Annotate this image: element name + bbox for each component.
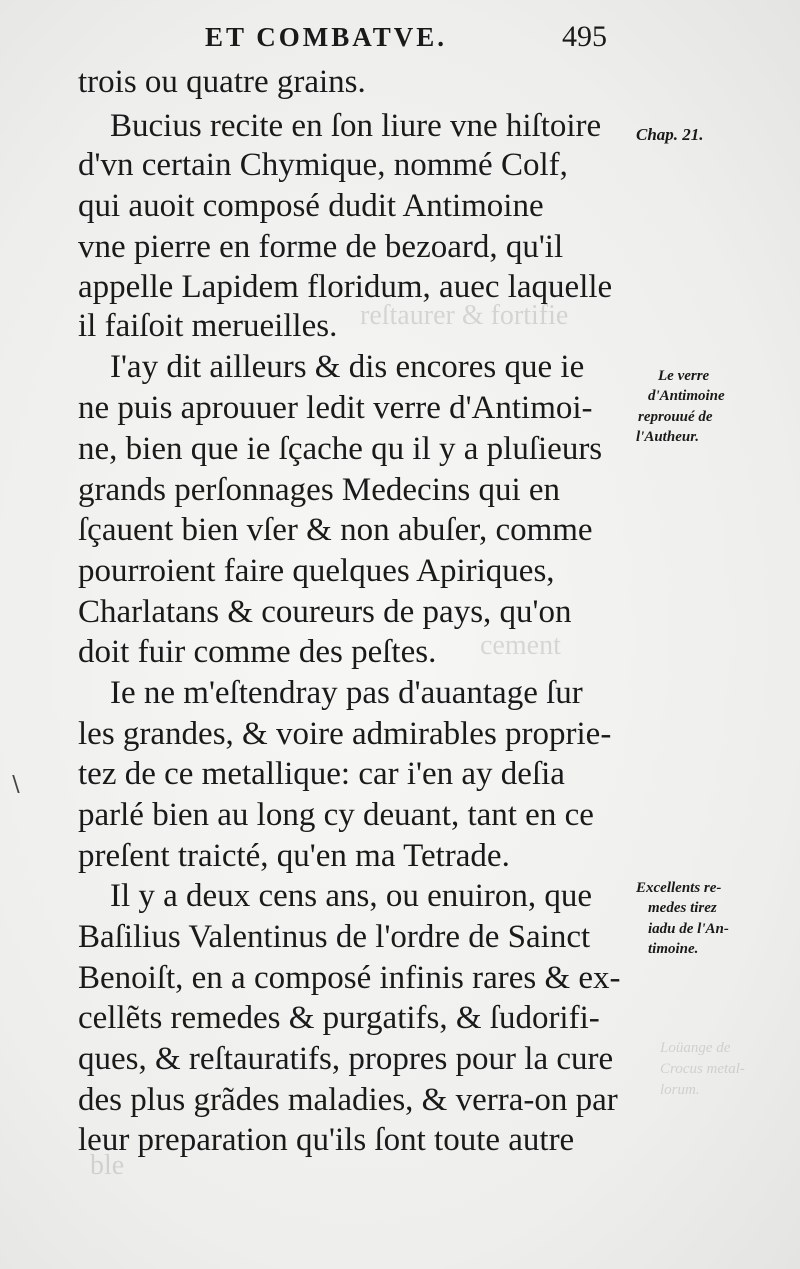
margin-note-line: iadu de l'An- <box>648 920 729 937</box>
text-line: tez de ce metallique: car i'en ay deſia <box>78 756 565 792</box>
text-line: qui auoit composé dudit Antimoine <box>78 188 544 224</box>
text-line: Baſilius Valentinus de l'ordre de Sainct <box>78 919 591 955</box>
show-through-line: reſtaurer & fortifie <box>360 300 569 331</box>
text-line: appelle Lapidem floridum, auec laquelle <box>78 269 613 305</box>
text-line: il faiſoit merueilles. <box>78 308 338 344</box>
margin-note-line: medes tirez <box>648 900 717 917</box>
text-line: Charlatans & coureurs de pays, qu'on <box>78 594 572 630</box>
margin-note-line: l'Autheur. <box>636 428 699 445</box>
text-line: d'vn certain Chymique, nommé Colf, <box>78 147 568 183</box>
margin-note-chapter <box>636 124 704 147</box>
text-line: vne pierre en forme de bezoard, qu'il <box>78 229 564 265</box>
text-line: pourroient faire quelques Apiriques, <box>78 553 555 589</box>
margin-note-line: d'Antimoine <box>648 388 725 405</box>
text-line: ſçauent bien vſer & non abuſer, comme <box>78 512 593 548</box>
margin-note-line: Le verre <box>658 368 710 384</box>
margin-dash-mark: ∖ <box>8 772 23 797</box>
show-through-line: ble <box>90 1150 125 1181</box>
text-line: grands perſonnages Medecins qui en <box>78 472 561 508</box>
text-line: ne puis aprouuer ledit verre d'Antimoi- <box>78 390 593 426</box>
margin-note-remedes <box>636 878 729 959</box>
text-line: les grandes, & voire admirables proprie- <box>78 716 612 752</box>
text-line: I'ay dit ailleurs & dis encores que ie <box>110 349 585 385</box>
running-title: ET COMBATVE. <box>205 22 448 52</box>
text-line: doit fuir comme des peſtes. <box>78 634 437 670</box>
margin-note-line: Chap. 21. <box>636 125 704 144</box>
text-line: Il y a deux cens ans, ou enuiron, que <box>110 878 593 914</box>
text-line: ne, bien que ie ſçache qu il y a pluſieurs <box>78 431 603 467</box>
margin-note-line: Excellents re- <box>636 880 722 896</box>
show-through-line: cement <box>480 630 561 661</box>
text-line: Benoiſt, en a composé infinis rares & ex- <box>78 960 621 996</box>
text-line: des plus grãdes maladies, & verra-on par <box>78 1082 618 1118</box>
text-line: ques, & reſtauratifs, propres pour la cure <box>78 1041 614 1077</box>
text-line: preſent traicté, qu'en ma Tetrade. <box>78 838 510 874</box>
margin-note-line: timoine. <box>648 940 699 957</box>
margin-note-line: reprouué de <box>638 408 713 425</box>
text-line: cellẽts remedes & purgatifs, & ſudorifi- <box>78 1000 600 1036</box>
show-through-margin: Loüange de Crocus metal- lorum. <box>660 1040 745 1098</box>
text-line: trois ou quatre grains. <box>78 64 366 100</box>
margin-note-verre <box>636 366 725 447</box>
text-line: parlé bien au long cy deuant, tant en ce <box>78 797 594 833</box>
page-number: 495 <box>562 20 607 53</box>
text-line: leur preparation qu'ils ſont toute autre <box>78 1122 575 1158</box>
text-line: Bucius recite en ſon liure vne hiſtoire <box>110 108 602 144</box>
text-line: Ie ne m'eſtendray pas d'auantage ſur <box>110 675 583 711</box>
